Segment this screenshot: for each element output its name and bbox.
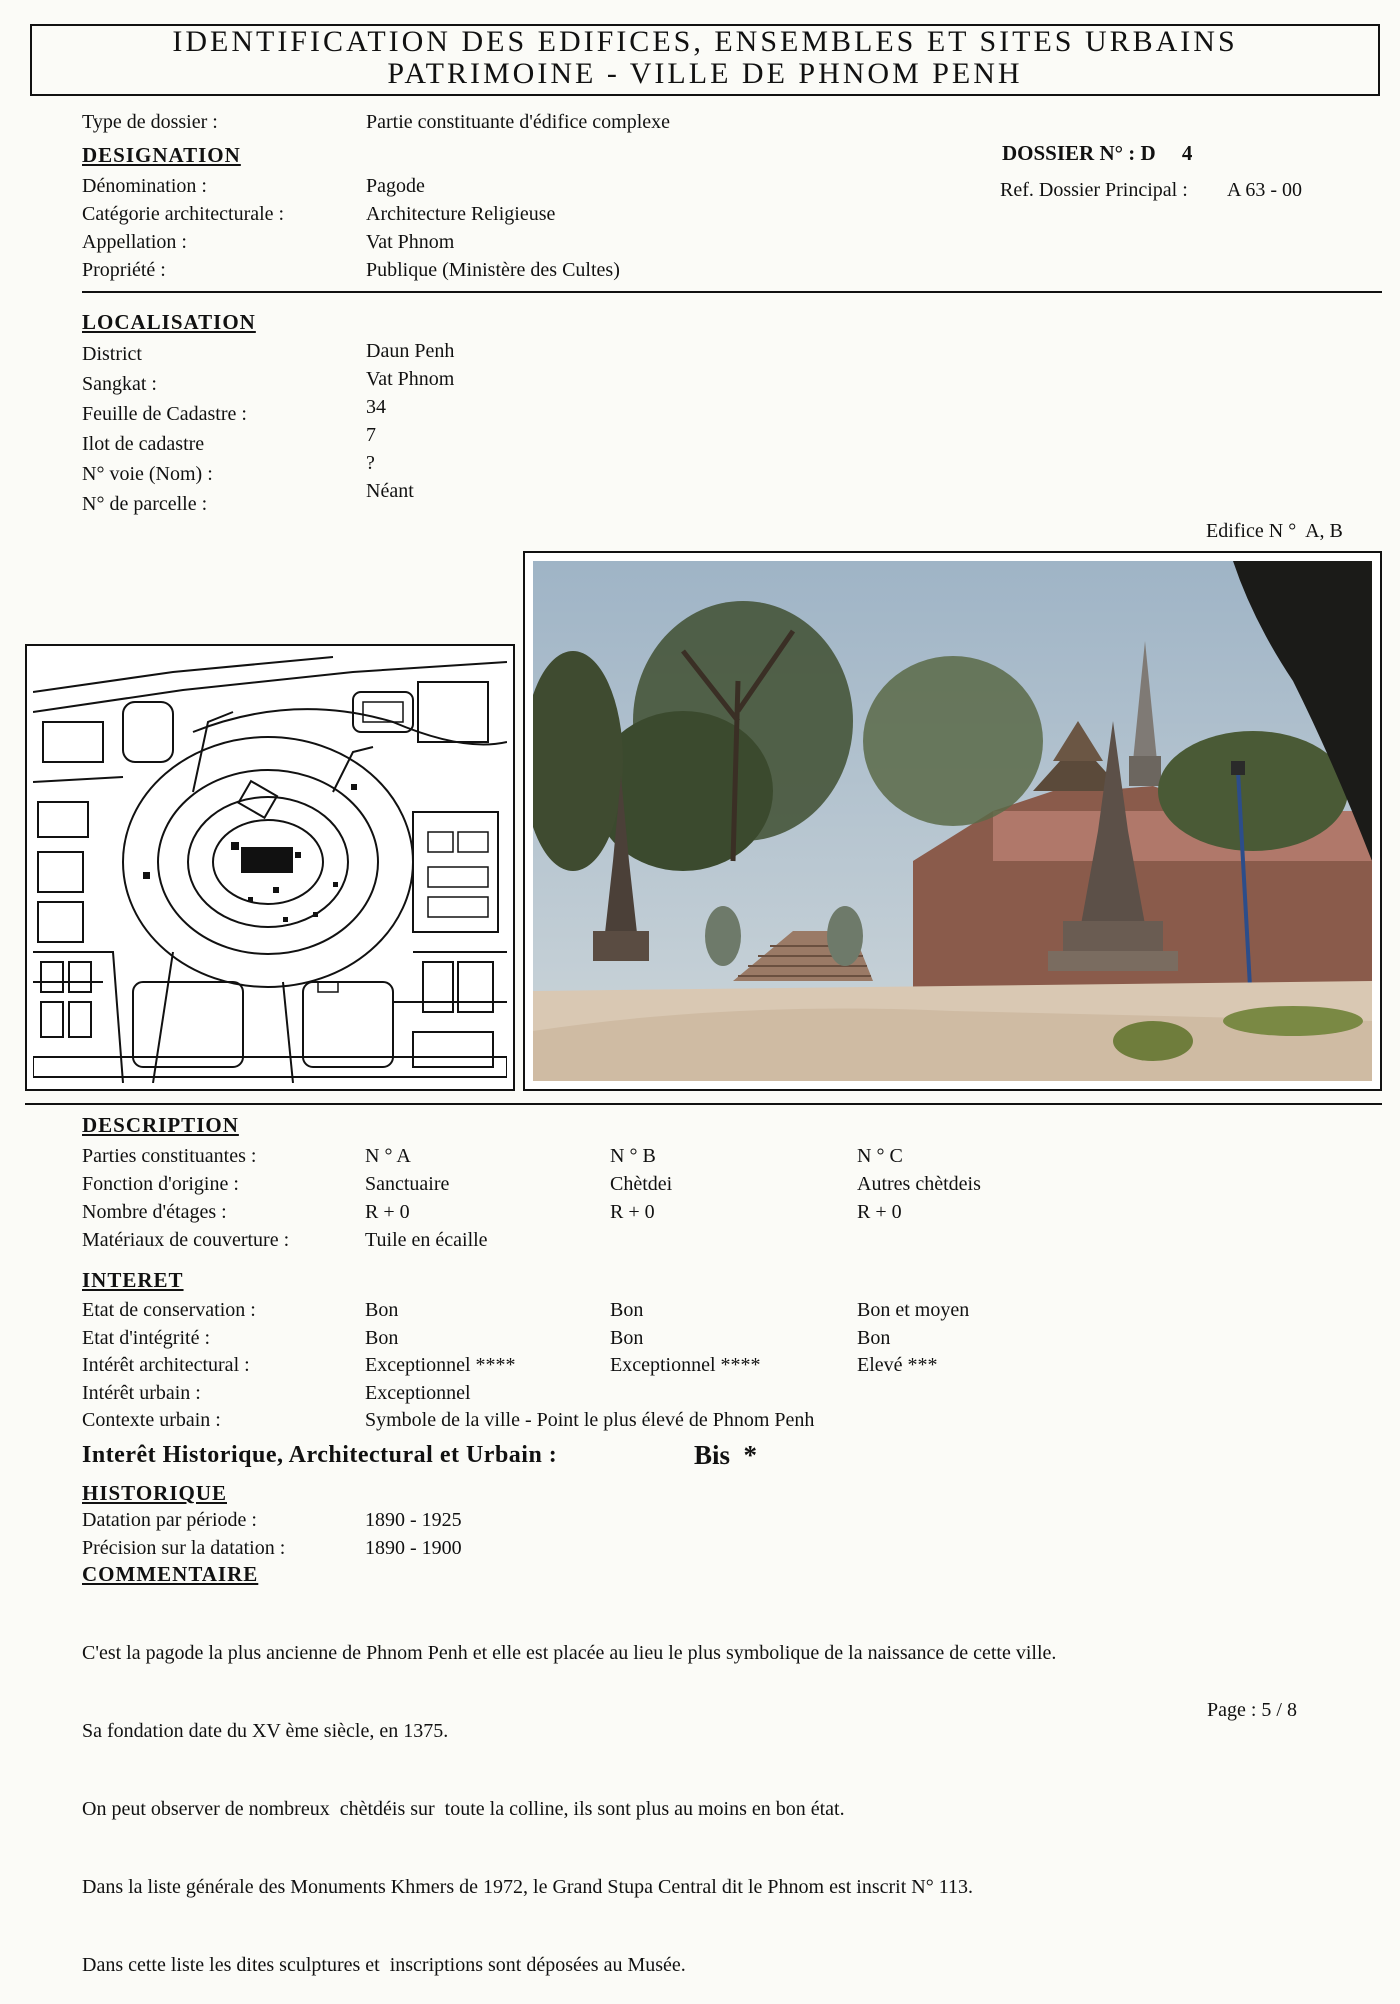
description-cell-a: Sanctuaire	[365, 1173, 450, 1195]
interet-summary-label: Interêt Historique, Architectural et Urbain :	[82, 1442, 558, 1468]
commentaire-line: Dans la liste générale des Monuments Khmers de 1972, le Grand Stupa Central dit le Phnom est inscrit N° 113.	[82, 1876, 973, 1898]
designation-labels	[82, 172, 342, 284]
interet-cell-b: Bon	[610, 1326, 644, 1349]
designation-value: Publique (Ministère des Cultes)	[366, 259, 620, 281]
interet-cell-a: Exceptionnel	[365, 1381, 471, 1404]
designation-label: Dénomination :	[82, 175, 207, 197]
interet-cell-a: Bon	[365, 1326, 399, 1349]
interet-label: Intérêt urbain :	[82, 1381, 201, 1404]
localisation-value: Daun Penh	[366, 340, 455, 362]
historique-label: Datation par période :	[82, 1509, 257, 1531]
description-col-a	[365, 1142, 605, 1254]
interet-cell-b: Exceptionnel ****	[610, 1354, 761, 1376]
designation-label: Catégorie architecturale :	[82, 203, 285, 225]
historique-values	[365, 1506, 665, 1562]
interet-cell-c: Bon	[857, 1326, 891, 1349]
description-cell-c: N ° C	[857, 1145, 903, 1167]
localisation-label: Sangkat :	[82, 373, 157, 395]
header-title-line1: IDENTIFICATION DES EDIFICES, ENSEMBLES ET SITES URBAINS	[172, 25, 1238, 58]
interet-cell-a: Symbole de la ville - Point le plus élevé de Phnom Penh	[365, 1409, 815, 1431]
interet-label: Etat de conservation :	[82, 1299, 256, 1321]
historique-label: Précision sur la datation :	[82, 1537, 286, 1559]
description-label: Fonction d'origine :	[82, 1173, 239, 1195]
divider	[25, 1103, 1382, 1105]
interet-labels	[82, 1297, 352, 1435]
description-cell-a: R + 0	[365, 1201, 410, 1223]
designation-title: DESIGNATION	[82, 143, 241, 167]
page-number: Page : 5 / 8	[1207, 1699, 1297, 1721]
site-photograph	[523, 551, 1382, 1091]
commentaire-line: On peut observer de nombreux chètdéis sur toute la colline, ils sont plus au moins en bon état.	[82, 1798, 845, 1820]
commentaire-body	[82, 1588, 1372, 2004]
description-label: Matériaux de couverture :	[82, 1229, 290, 1251]
interet-col-c	[857, 1297, 1107, 1380]
description-cell-a: N ° A	[365, 1145, 411, 1167]
interet-label: Intérêt architectural :	[82, 1354, 250, 1376]
localisation-label: District	[82, 343, 142, 365]
designation-label: Propriété :	[82, 259, 166, 281]
commentaire-line: Dans cette liste les dites sculptures et inscriptions sont déposées au Musée.	[82, 1954, 686, 1976]
description-cell-b: R + 0	[610, 1201, 655, 1223]
description-col-b	[610, 1142, 840, 1226]
edifice-label: Edifice N ° A, B	[1206, 520, 1343, 542]
description-labels	[82, 1142, 352, 1254]
localisation-value: Néant	[366, 480, 414, 502]
localisation-label: Feuille de Cadastre :	[82, 403, 247, 425]
historique-title: HISTORIQUE	[82, 1481, 227, 1505]
interet-cell-c: Bon et moyen	[857, 1299, 970, 1321]
description-title: DESCRIPTION	[82, 1113, 239, 1137]
designation-label: Appellation :	[82, 231, 187, 253]
localisation-label: N° de parcelle :	[82, 493, 208, 515]
localisation-value: 34	[366, 396, 386, 418]
localisation-value: Vat Phnom	[366, 368, 455, 390]
localisation-title: LOCALISATION	[82, 310, 256, 334]
description-cell-b: N ° B	[610, 1145, 656, 1167]
description-cell-c: R + 0	[857, 1201, 902, 1223]
localisation-value: ?	[366, 452, 375, 474]
interet-summary-value: Bis *	[694, 1440, 758, 1470]
localisation-value: 7	[366, 424, 376, 446]
vat-phnom-photo	[533, 561, 1372, 1081]
historique-value: 1890 - 1925	[365, 1509, 462, 1531]
ref-dossier-value: A 63 - 00	[1227, 179, 1302, 201]
designation-value: Pagode	[366, 175, 425, 197]
localisation-label: Ilot de cadastre	[82, 433, 205, 455]
commentaire-line: Sa fondation date du XV ème siècle, en 1375.	[82, 1720, 449, 1742]
description-label: Parties constituantes :	[82, 1145, 257, 1167]
designation-values	[366, 172, 866, 284]
interet-cell-b: Bon	[610, 1299, 644, 1321]
divider	[82, 291, 1382, 293]
interet-cell-a: Exceptionnel ****	[365, 1354, 516, 1376]
interet-cell-a: Bon	[365, 1299, 399, 1321]
description-cell-c: Autres chètdeis	[857, 1173, 981, 1195]
description-label: Nombre d'étages :	[82, 1201, 227, 1223]
localisation-labels	[82, 339, 342, 519]
description-col-c	[857, 1142, 1107, 1226]
description-cell-a: Tuile en écaille	[365, 1229, 488, 1251]
interet-title: INTERET	[82, 1268, 184, 1292]
cadastral-map	[25, 644, 515, 1091]
type-dossier-label: Type de dossier :	[82, 111, 218, 133]
dossier-number: DOSSIER N° : D 4	[1002, 141, 1193, 165]
designation-value: Vat Phnom	[366, 231, 455, 253]
header-box	[30, 24, 1380, 96]
interet-cell-c: Elevé ***	[857, 1354, 938, 1376]
designation-value: Architecture Religieuse	[366, 203, 556, 225]
description-cell-b: Chètdei	[610, 1173, 673, 1195]
historique-value: 1890 - 1900	[365, 1537, 462, 1559]
localisation-values	[366, 337, 766, 505]
type-dossier-value: Partie constituante d'édifice complexe	[366, 111, 671, 133]
localisation-label: N° voie (Nom) :	[82, 463, 213, 485]
cadastral-map-drawing	[33, 652, 507, 1083]
interet-label: Etat d'intégrité :	[82, 1326, 211, 1349]
commentaire-line: C'est la pagode la plus ancienne de Phnom Penh et elle est placée au lieu le plus symbolique de la naissance de cette ville.	[82, 1642, 1057, 1664]
ref-dossier-label: Ref. Dossier Principal :	[1000, 179, 1188, 201]
historique-labels	[82, 1506, 352, 1562]
interet-col-b	[610, 1297, 840, 1380]
interet-label: Contexte urbain :	[82, 1409, 221, 1431]
commentaire-title: COMMENTAIRE	[82, 1562, 259, 1586]
header-title-line2: PATRIMOINE - VILLE DE PHNOM PENH	[387, 57, 1023, 90]
